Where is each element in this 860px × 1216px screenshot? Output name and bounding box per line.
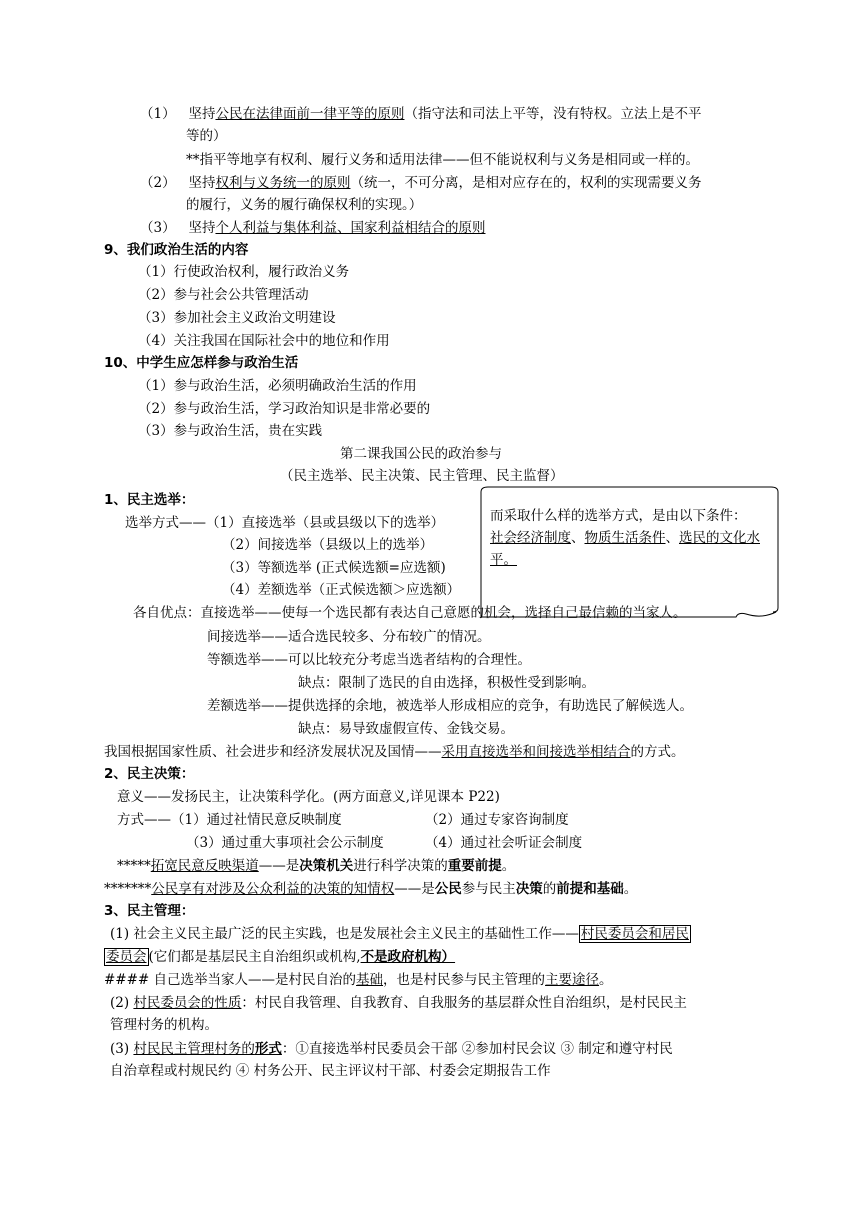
- note-text: 的: [542, 881, 557, 897]
- election-heading: 1、民主选举：: [104, 492, 195, 508]
- election-merit: 等额选举——可以比较充分考虑当选者结构的合理性。: [207, 652, 531, 668]
- section-10-heading: 10、中学生应怎样参与政治生活: [104, 355, 299, 371]
- principle-3-prefix: 坚持: [188, 220, 216, 236]
- election-drawback: 缺点：限制了选民的自由选择，积极性受到影响。: [298, 675, 595, 691]
- principle-1-number: （1）: [140, 106, 176, 122]
- self-election-basis: 基础: [356, 972, 384, 988]
- not-government-term: 不是政府机构）: [360, 949, 456, 965]
- management-point-1: [110, 924, 691, 944]
- callout-condition-economy: 社会经济制度: [490, 530, 571, 546]
- callout-text: [490, 505, 775, 571]
- decision-heading: 2、民主决策：: [104, 766, 195, 782]
- note-stars: *****: [117, 858, 151, 874]
- equality-note: **指平等地享有权利、履行义务和适用法律——但不能说权利与义务是相同或一样的。: [186, 152, 699, 168]
- principle-1-continuation: 等的）: [186, 128, 227, 144]
- management-point-1-text: (1) 社会主义民主最广泛的民主实践，也是发展社会主义民主的基础性工作——: [110, 926, 579, 942]
- decision-way: （3）通过重大事项社会公示制度: [186, 835, 384, 851]
- note-text: ——是: [394, 881, 435, 897]
- election-merit: 各自优点：直接选举——使每一个选民都有表达自己意愿的机会，选择自己最信赖的当家人。: [133, 605, 687, 621]
- management-point-1-continuation: [104, 947, 455, 967]
- note-text: 进行科学决策的: [353, 858, 448, 874]
- management-self-election: [104, 970, 613, 990]
- management-point-2-continuation: 管理村务的机构。: [110, 1017, 218, 1033]
- note-channels-term: 拓宽民意反映渠道: [150, 858, 259, 874]
- election-method: （3）等额选举 (正式候选额=应选额): [222, 560, 446, 576]
- principle-2-number: （2）: [140, 175, 176, 191]
- note-text: ——是: [258, 858, 300, 874]
- committee-nature-text: ：村民自我管理、自我教育、自我服务的基层群众性自治组织，是村民民主: [241, 995, 687, 1011]
- management-point-2: [110, 993, 687, 1013]
- principle-2-name: 权利与义务统一的原则: [215, 175, 351, 191]
- management-point-3-number: (3): [110, 1041, 134, 1057]
- village-committee-term: 村民委员会和居民: [580, 926, 689, 942]
- decision-way: 方式——（1）通过社情民意反映制度: [117, 812, 342, 828]
- principle-1-prefix: 坚持: [188, 106, 216, 122]
- section-9-heading: 9、我们政治生活的内容: [104, 242, 249, 258]
- principle-1: [140, 104, 701, 124]
- election-summary-prefix: 我国根据国家性质、社会进步和经济发展状况及国情——: [104, 744, 442, 760]
- self-election-text: 。: [599, 972, 613, 988]
- election-method: （4）差额选举（正式候选额＞应选额）: [222, 582, 461, 598]
- decision-way: （4）通过社会听证会制度: [425, 835, 583, 851]
- section-9-item: （2）参与社会公共管理活动: [138, 287, 309, 303]
- election-summary: [104, 742, 685, 762]
- management-forms-list: ：①直接选举村民委员会干部 ②参加村民会议 ③ 制定和遵守村民: [281, 1041, 673, 1057]
- note-stars: *******: [104, 881, 152, 897]
- election-merit: 间接选举——适合选民较多、分布较广的情况。: [207, 629, 491, 645]
- callout-separator: 、: [571, 530, 585, 546]
- callout-intro: 而采取什么样的选举方式，是由以下条件：: [490, 508, 747, 524]
- management-point-1-note: (它们都是基层民主自治组织或机构,: [148, 949, 361, 965]
- self-election-text: #### 自己选举当家人——是村民自治的: [104, 972, 357, 988]
- principle-1-explanation: （指守法和司法上平等，没有特权。立法上是不平: [404, 106, 702, 122]
- management-point-2-number: (2): [110, 995, 134, 1011]
- note-right-to-know-term: 公民享有对涉及公众利益的决策的知情权: [151, 881, 395, 897]
- principle-3: [140, 218, 485, 238]
- lesson-subtitle: （民主选举、民主决策、民主管理、民主监督）: [280, 468, 564, 484]
- decision-note-right-to-know: [104, 879, 637, 899]
- self-election-text: ，也是村民参与民主管理的: [383, 972, 546, 988]
- election-drawback: 缺点：易导致虚假宣传、金钱交易。: [298, 721, 514, 737]
- callout-condition-material: 物质生活条件: [584, 530, 666, 546]
- self-election-main-way: 主要途径: [545, 972, 600, 988]
- note-text: 参与民主: [461, 881, 516, 897]
- principle-2-continuation: 的履行，义务的履行确保权利的实现。）: [186, 197, 423, 213]
- management-point-3: [110, 1039, 673, 1059]
- lesson-title: 第二课我国公民的政治参与: [340, 446, 502, 462]
- note-text: 。: [623, 881, 638, 897]
- election-merit: 差额选举——提供选择的余地，被选举人形成相应的竞争，有助选民了解候选人。: [207, 698, 693, 714]
- principle-1-name: 公民在法律面前一律平等的原则: [215, 106, 405, 122]
- note-bold-term: 公民: [434, 881, 462, 897]
- note-bold-term: 前提和基础: [556, 881, 624, 897]
- committee-nature-term: 村民委员会的性质: [133, 995, 242, 1011]
- decision-meaning: 意义——发扬民主，让决策科学化。(两方面意义,详见课本 P22): [117, 789, 500, 805]
- election-method: 选举方式——（1）直接选举（县或县级以下的选举）: [125, 515, 445, 531]
- callout-condition-culture: 选民的文化水平。: [490, 530, 760, 568]
- principle-2-explanation: （统一，不可分离，是相对应存在的，权利的实现需要义务: [350, 175, 702, 191]
- resident-committee-term: 委员会: [106, 949, 147, 965]
- note-text: 。: [501, 858, 516, 874]
- election-summary-method: 采用直接选举和间接选举相结合: [441, 744, 631, 760]
- section-10-item: （1）参与政治生活，必须明确政治生活的作用: [138, 378, 417, 394]
- management-point-3-continuation: 自治章程或村规民约 ④ 村务公开、民主评议村干部、村委会定期报告工作: [110, 1063, 551, 1079]
- decision-way: （2）通过专家咨询制度: [425, 812, 569, 828]
- principle-2: [140, 173, 701, 193]
- management-forms-term: 村民民主管理村务的: [133, 1041, 255, 1057]
- note-bold-term: 决策机关: [299, 858, 354, 874]
- decision-note-channels: [117, 856, 515, 876]
- election-summary-suffix: 的方式。: [630, 744, 685, 760]
- section-10-item: （2）参与政治生活，学习政治知识是非常必要的: [138, 401, 431, 417]
- management-forms-bold: 形式: [254, 1041, 282, 1057]
- note-bold-term: 决策: [515, 881, 543, 897]
- section-9-item: （4）关注我国在国际社会中的地位和作用: [138, 333, 390, 349]
- principle-2-prefix: 坚持: [188, 175, 216, 191]
- section-10-item: （3）参与政治生活，贵在实践: [138, 423, 323, 439]
- principle-3-number: （3）: [140, 220, 176, 236]
- section-9-item: （1）行使政治权利，履行政治义务: [138, 264, 350, 280]
- election-method: （2）间接选举（县级以上的选举）: [222, 537, 434, 553]
- callout-separator: 、: [665, 530, 679, 546]
- section-9-item: （3）参加社会主义政治文明建设: [138, 310, 336, 326]
- note-bold-term: 重要前提: [447, 858, 502, 874]
- principle-3-name: 个人利益与集体利益、国家利益相结合的原则: [215, 220, 486, 236]
- management-heading: 3、民主管理：: [104, 903, 195, 919]
